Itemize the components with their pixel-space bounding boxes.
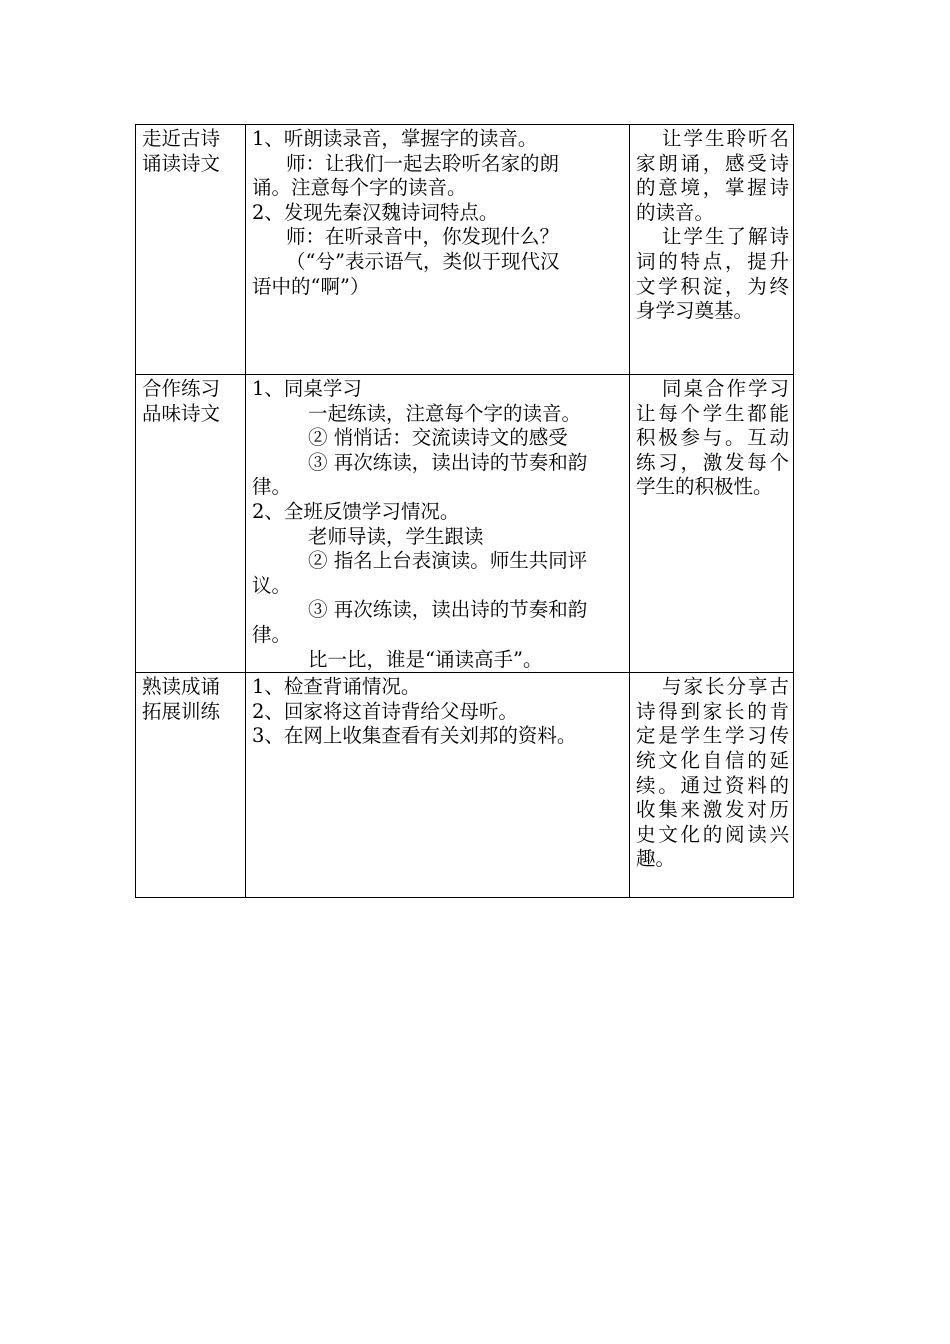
table-row: [136, 673, 794, 898]
stage-line: 品味诗文: [142, 401, 221, 425]
activity-line: ③ 再次练读，读出诗的节奏和韵: [308, 598, 588, 622]
activity-line: （“兮”表示语气，类似于现代汉: [286, 249, 560, 273]
stage-line: 拓展训练: [142, 699, 221, 723]
activity-cell: [246, 375, 630, 673]
activity-line: 语中的“啊”）: [252, 274, 370, 298]
intent-paragraph: 让学生了解诗词的特点，提升文学积淀，为终身学习奠基。: [636, 225, 789, 323]
activity-line: 2、回家将这首诗背给父母听。: [252, 699, 518, 723]
intent-paragraph: 与家长分享古诗得到家长的肯定是学生学习传统文化自信的延续。通过资料的收集来激发对历史文化的阅读兴趣。: [636, 675, 789, 871]
intent-paragraph: 让学生聆听名家朗诵，感受诗的意境，掌握诗的读音。: [636, 127, 789, 224]
table-row: [136, 125, 794, 375]
activity-line: 律。: [252, 622, 292, 646]
stage-cell: [136, 375, 246, 673]
stage-line: 合作练习: [142, 377, 221, 400]
table-row: [136, 375, 794, 673]
activity-line: 一起练读，注意每个字的读音。: [308, 401, 582, 425]
activity-line: ③ 再次练读，读出诗的节奏和韵: [308, 450, 588, 474]
stage-cell: [136, 125, 246, 375]
activity-line: 议。: [252, 573, 292, 597]
activity-line: 2、发现先秦汉魏诗词特点。: [252, 200, 499, 224]
activity-line: 师：让我们一起去聆听名家的朗: [286, 151, 560, 175]
intent-paragraph: 同桌合作学习让每个学生都能积极参与。互动练习，激发每个学生的积极性。: [636, 377, 789, 499]
activity-line: 老师导读，学生跟读: [308, 524, 484, 548]
activity-cell: [246, 673, 630, 898]
activity-line: 律。: [252, 475, 292, 499]
stage-cell: [136, 673, 246, 898]
stage-line: 熟读成诵: [142, 675, 221, 699]
activity-line: 3、在网上收集查看有关刘邦的资料。: [252, 724, 577, 748]
intent-cell: [630, 673, 794, 898]
stage-line: 诵读诗文: [142, 151, 221, 175]
intent-cell: [630, 375, 794, 673]
activity-line: ② 悄悄话：交流读诗文的感受: [308, 426, 568, 450]
activity-line: 师：在听录音中，你发现什么？: [286, 225, 560, 249]
intent-cell: [630, 125, 794, 375]
activity-line: 1、同桌学习: [252, 377, 362, 400]
stage-line: 走近古诗: [142, 127, 221, 150]
activity-line: 1、检查背诵情况。: [252, 675, 421, 699]
activity-line: 比一比，谁是“诵读高手”。: [308, 647, 543, 671]
lesson-plan-table: [135, 124, 794, 898]
activity-line: 1、听朗读录音，掌握字的读音。: [252, 127, 538, 150]
activity-cell: [246, 125, 630, 375]
activity-line: 2、全班反馈学习情况。: [252, 499, 460, 523]
activity-line: 诵。注意每个字的读音。: [252, 176, 467, 200]
activity-line: ② 指名上台表演读。师生共同评: [308, 549, 588, 573]
